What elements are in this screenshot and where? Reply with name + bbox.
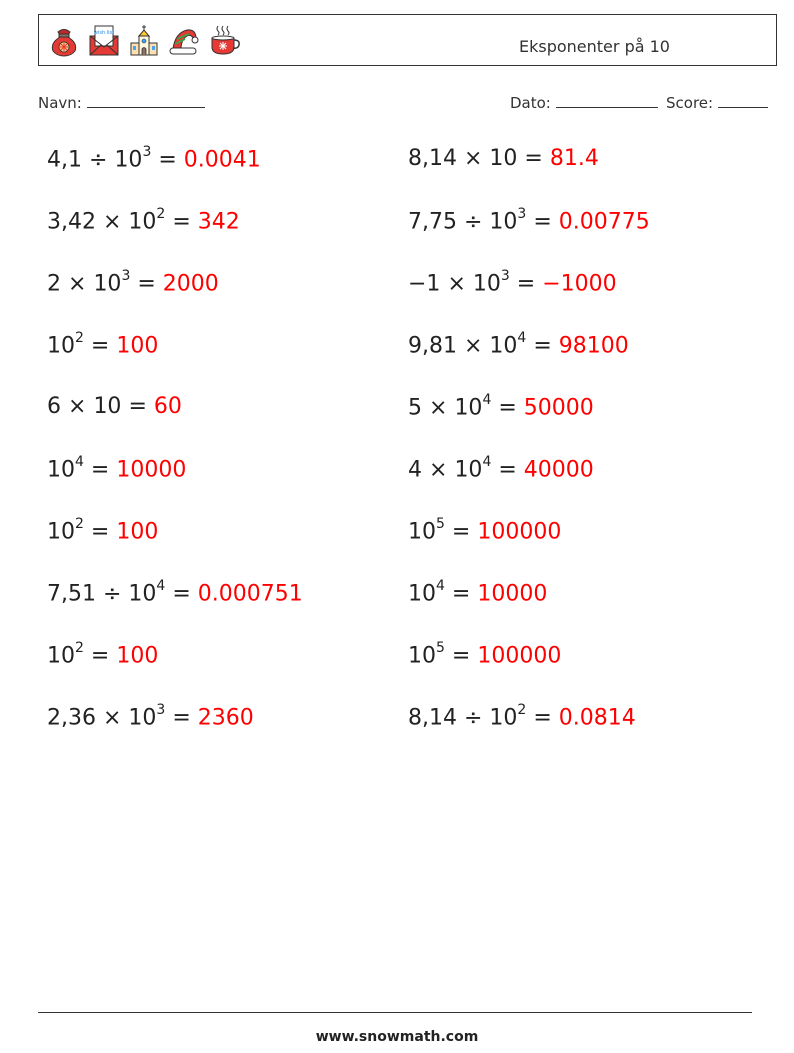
problem-base: 10 <box>472 271 501 297</box>
score-field[interactable] <box>666 94 768 112</box>
problem-coefficient: 3,42 <box>47 209 96 235</box>
problem-right-10 <box>408 704 636 730</box>
worksheet-header <box>38 14 777 66</box>
date-line <box>556 95 658 108</box>
problem-base: 10 <box>408 519 436 545</box>
score-label: Score: <box>666 94 714 112</box>
problem-answer: 0.0814 <box>558 705 636 731</box>
problem-answer: 100000 <box>477 519 562 545</box>
problem-answer: 98100 <box>558 333 629 359</box>
problem-base: 10 <box>489 333 518 359</box>
problem-equals: = <box>533 333 552 359</box>
problem-answer: 100 <box>116 643 159 669</box>
problem-left-5 <box>47 394 182 419</box>
problem-coefficient: 2,36 <box>47 705 96 731</box>
problem-answer: 100 <box>116 519 159 545</box>
problem-exponent: 3 <box>142 144 152 160</box>
problem-base: 10 <box>489 209 518 235</box>
wish-list-text: wish list <box>93 30 115 36</box>
worksheet-title: Eksponenter på 10 <box>519 37 670 56</box>
problem-equals: = <box>498 457 517 483</box>
problem-base: 10 <box>489 146 518 171</box>
problem-exponent: 3 <box>500 268 510 284</box>
church-icon <box>127 23 161 57</box>
problem-equals: = <box>451 643 471 669</box>
problem-left-6 <box>47 456 186 482</box>
date-label: Dato: <box>510 94 551 112</box>
problem-answer: 2360 <box>197 705 254 731</box>
problem-answer: 10000 <box>116 457 187 483</box>
problem-operator: × <box>102 209 122 235</box>
problem-answer: 0.00775 <box>558 209 650 235</box>
problem-operator: ÷ <box>463 209 483 235</box>
problem-operator: × <box>429 395 448 421</box>
problem-right-2 <box>408 208 650 234</box>
problem-operator: × <box>463 333 483 359</box>
problem-left-8 <box>47 580 303 606</box>
wish-list-envelope-icon <box>87 23 121 57</box>
problem-answer: 50000 <box>523 395 594 421</box>
problem-equals: = <box>90 519 110 545</box>
problem-left-2 <box>47 208 240 234</box>
problem-operator: × <box>429 457 448 483</box>
problem-exponent: 4 <box>436 578 445 594</box>
problem-right-3 <box>408 270 617 296</box>
problem-base: 10 <box>47 643 75 669</box>
problem-exponent: 4 <box>75 454 84 470</box>
problem-answer: 342 <box>197 209 240 235</box>
problem-left-3 <box>47 270 219 296</box>
problem-answer: −1000 <box>542 271 617 297</box>
problem-base: 10 <box>93 394 122 419</box>
problem-right-9 <box>408 642 561 668</box>
problem-exponent: 4 <box>156 578 166 594</box>
problem-exponent: 2 <box>75 516 84 532</box>
problem-base: 10 <box>128 581 157 607</box>
problem-exponent: 2 <box>517 702 527 718</box>
problem-equals: = <box>90 643 110 669</box>
problem-right-7 <box>408 518 561 544</box>
problem-equals: = <box>498 395 517 421</box>
problem-answer: 0.0041 <box>183 147 261 173</box>
problem-coefficient: 7,75 <box>408 209 457 235</box>
problem-right-8 <box>408 580 547 606</box>
problem-coefficient: 6 <box>47 394 61 419</box>
problem-equals: = <box>172 209 191 235</box>
problem-exponent: 5 <box>436 640 445 656</box>
problem-base: 10 <box>128 209 157 235</box>
problem-operator: × <box>447 271 466 297</box>
score-line <box>718 95 768 108</box>
problem-base: 10 <box>454 457 483 483</box>
problem-operator: × <box>68 394 87 419</box>
problem-answer: 60 <box>153 394 182 419</box>
problem-coefficient: 5 <box>408 395 422 421</box>
problem-operator: ÷ <box>102 581 122 607</box>
footer-url: www.snowmath.com <box>315 1029 479 1045</box>
problem-base: 10 <box>47 457 75 483</box>
problem-operator: ÷ <box>89 147 108 173</box>
problem-equals: = <box>516 271 536 297</box>
problem-exponent: 3 <box>517 206 527 222</box>
hot-cocoa-mug-icon <box>207 23 241 57</box>
problem-equals: = <box>90 457 110 483</box>
problem-equals: = <box>90 333 110 359</box>
problem-equals: = <box>158 147 177 173</box>
problem-left-10 <box>47 704 254 730</box>
santa-hat-icon <box>167 23 201 57</box>
problem-exponent: 3 <box>121 268 131 284</box>
problem-exponent: 2 <box>156 206 166 222</box>
problem-equals: = <box>533 209 552 235</box>
date-field[interactable] <box>510 94 658 112</box>
problem-operator: × <box>463 146 483 171</box>
problem-answer: 81.4 <box>549 146 599 171</box>
problem-answer: 100 <box>116 333 159 359</box>
problem-exponent: 4 <box>517 330 527 346</box>
name-label: Navn: <box>38 94 82 112</box>
problem-answer: 40000 <box>523 457 594 483</box>
problem-exponent: 4 <box>482 392 492 408</box>
problem-equals: = <box>451 581 471 607</box>
problem-answer: 2000 <box>162 271 219 297</box>
problem-coefficient: 4,1 <box>47 147 82 173</box>
problem-base: 10 <box>489 705 518 731</box>
problem-coefficient: 9,81 <box>408 333 457 359</box>
problem-coefficient: 8,14 <box>408 705 457 731</box>
problem-base: 10 <box>454 395 483 421</box>
problem-equals: = <box>128 394 147 419</box>
problem-base: 10 <box>47 333 75 359</box>
problem-equals: = <box>533 705 552 731</box>
problem-answer: 100000 <box>477 643 562 669</box>
problem-equals: = <box>172 581 191 607</box>
problem-right-1 <box>408 146 599 171</box>
problem-exponent: 3 <box>156 702 166 718</box>
problem-exponent: 4 <box>482 454 492 470</box>
problem-right-4 <box>408 332 629 358</box>
name-field[interactable] <box>38 94 205 112</box>
problem-right-5 <box>408 394 594 420</box>
problem-answer: 10000 <box>477 581 548 607</box>
problem-base: 10 <box>114 147 143 173</box>
problem-left-7 <box>47 518 158 544</box>
problem-equals: = <box>172 705 191 731</box>
problem-base: 10 <box>47 519 75 545</box>
header-icons <box>47 23 241 57</box>
problem-coefficient: 7,51 <box>47 581 96 607</box>
problem-base: 10 <box>408 643 436 669</box>
problem-operator: × <box>68 271 87 297</box>
gift-sack-icon <box>47 23 81 57</box>
name-line <box>87 95 205 108</box>
problem-operator: ÷ <box>463 705 483 731</box>
problem-base: 10 <box>93 271 122 297</box>
problem-left-9 <box>47 642 158 668</box>
problem-exponent: 2 <box>75 330 84 346</box>
problem-coefficient: −1 <box>408 271 441 297</box>
problem-base: 10 <box>128 705 157 731</box>
problem-equals: = <box>524 146 543 171</box>
footer-divider <box>38 1012 752 1013</box>
problem-equals: = <box>137 271 156 297</box>
problem-exponent: 2 <box>75 640 84 656</box>
problem-answer: 0.000751 <box>197 581 303 607</box>
problem-left-4 <box>47 332 158 358</box>
problem-coefficient: 8,14 <box>408 146 457 171</box>
problem-exponent: 5 <box>436 516 445 532</box>
problem-base: 10 <box>408 581 436 607</box>
problem-coefficient: 2 <box>47 271 61 297</box>
problem-right-6 <box>408 456 594 482</box>
problem-coefficient: 4 <box>408 457 422 483</box>
problem-left-1 <box>47 146 261 172</box>
problem-equals: = <box>451 519 471 545</box>
problem-operator: × <box>102 705 122 731</box>
